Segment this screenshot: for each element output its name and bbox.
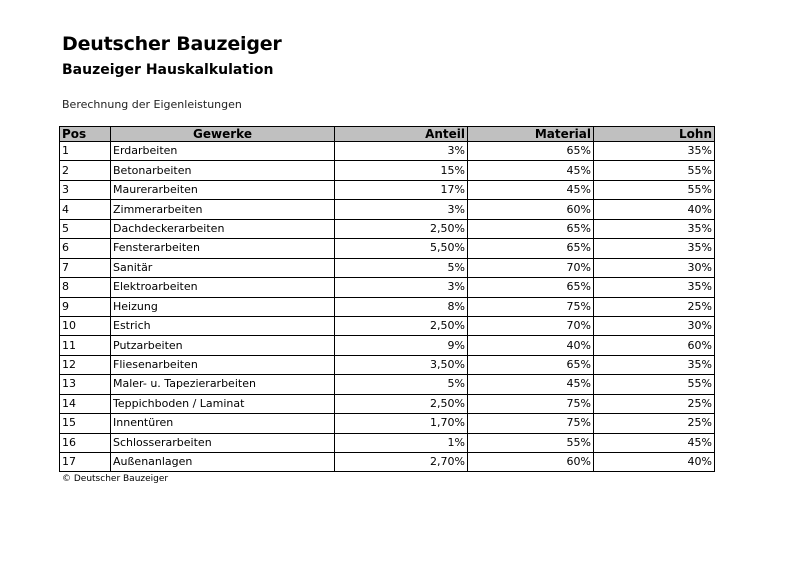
table-row	[60, 142, 715, 161]
cell-anteil: 3%	[335, 278, 468, 297]
column-header-lohn: Lohn	[594, 127, 715, 142]
cell-gewerke: Putzarbeiten	[111, 336, 335, 355]
cell-anteil: 8%	[335, 297, 468, 316]
cell-anteil: 1%	[335, 433, 468, 452]
document-title: Deutscher Bauzeiger	[62, 33, 282, 55]
cell-gewerke: Sanitär	[111, 258, 335, 277]
cell-pos: 10	[60, 316, 111, 335]
table-row	[60, 375, 715, 394]
column-header-material: Material	[468, 127, 594, 142]
column-header-gewerke: Gewerke	[111, 127, 335, 142]
cell-pos: 11	[60, 336, 111, 355]
cell-material: 65%	[468, 142, 594, 161]
cell-gewerke: Innentüren	[111, 414, 335, 433]
table-row	[60, 297, 715, 316]
cell-material: 65%	[468, 219, 594, 238]
cell-lohn: 60%	[594, 336, 715, 355]
cell-pos: 15	[60, 414, 111, 433]
column-header-pos: Pos	[60, 127, 111, 142]
cell-lohn: 35%	[594, 355, 715, 374]
cell-anteil: 2,50%	[335, 316, 468, 335]
cell-lohn: 40%	[594, 200, 715, 219]
cell-pos: 5	[60, 219, 111, 238]
cell-material: 45%	[468, 180, 594, 199]
cell-material: 70%	[468, 316, 594, 335]
cell-anteil: 2,50%	[335, 394, 468, 413]
cell-pos: 14	[60, 394, 111, 413]
table-row	[60, 355, 715, 374]
cell-anteil: 5%	[335, 375, 468, 394]
cell-material: 75%	[468, 394, 594, 413]
cell-material: 75%	[468, 297, 594, 316]
cell-lohn: 35%	[594, 239, 715, 258]
cell-pos: 1	[60, 142, 111, 161]
cell-anteil: 9%	[335, 336, 468, 355]
table-row	[60, 200, 715, 219]
cell-gewerke: Fensterarbeiten	[111, 239, 335, 258]
cell-gewerke: Elektroarbeiten	[111, 278, 335, 297]
cell-pos: 17	[60, 453, 111, 472]
cell-anteil: 5%	[335, 258, 468, 277]
table-header-row	[60, 127, 715, 142]
cell-lohn: 30%	[594, 258, 715, 277]
cell-lohn: 45%	[594, 433, 715, 452]
cell-gewerke: Außenanlagen	[111, 453, 335, 472]
cell-material: 60%	[468, 453, 594, 472]
cell-lohn: 30%	[594, 316, 715, 335]
cell-material: 65%	[468, 355, 594, 374]
cell-gewerke: Dachdeckerarbeiten	[111, 219, 335, 238]
table-row	[60, 161, 715, 180]
cell-gewerke: Teppichboden / Laminat	[111, 394, 335, 413]
cell-pos: 8	[60, 278, 111, 297]
cell-material: 65%	[468, 239, 594, 258]
table-row	[60, 278, 715, 297]
cell-material: 70%	[468, 258, 594, 277]
cell-lohn: 25%	[594, 297, 715, 316]
copyright-footer: © Deutscher Bauzeiger	[62, 474, 169, 484]
table-row	[60, 394, 715, 413]
cell-gewerke: Schlosserarbeiten	[111, 433, 335, 452]
cell-anteil: 5,50%	[335, 239, 468, 258]
cell-pos: 2	[60, 161, 111, 180]
cell-pos: 7	[60, 258, 111, 277]
cell-anteil: 1,70%	[335, 414, 468, 433]
cell-lohn: 35%	[594, 142, 715, 161]
table-row	[60, 239, 715, 258]
cell-lohn: 35%	[594, 219, 715, 238]
cell-anteil: 17%	[335, 180, 468, 199]
cell-anteil: 15%	[335, 161, 468, 180]
cell-material: 45%	[468, 375, 594, 394]
cell-anteil: 2,50%	[335, 219, 468, 238]
cell-anteil: 3,50%	[335, 355, 468, 374]
cell-anteil: 3%	[335, 142, 468, 161]
table-row	[60, 414, 715, 433]
table-body	[60, 142, 715, 472]
cell-lohn: 40%	[594, 453, 715, 472]
table-row	[60, 219, 715, 238]
cell-gewerke: Erdarbeiten	[111, 142, 335, 161]
cell-pos: 6	[60, 239, 111, 258]
cell-gewerke: Estrich	[111, 316, 335, 335]
table-row	[60, 258, 715, 277]
cell-gewerke: Heizung	[111, 297, 335, 316]
cell-gewerke: Maler- u. Tapezierarbeiten	[111, 375, 335, 394]
table-row	[60, 453, 715, 472]
cell-lohn: 55%	[594, 180, 715, 199]
cell-pos: 16	[60, 433, 111, 452]
cell-gewerke: Fliesenarbeiten	[111, 355, 335, 374]
cell-lohn: 35%	[594, 278, 715, 297]
table-row	[60, 180, 715, 199]
cell-pos: 9	[60, 297, 111, 316]
table-row	[60, 316, 715, 335]
table-caption: Berechnung der Eigenleistungen	[62, 98, 242, 111]
cell-material: 75%	[468, 414, 594, 433]
calculation-table	[59, 126, 715, 472]
cell-anteil: 3%	[335, 200, 468, 219]
cell-gewerke: Betonarbeiten	[111, 161, 335, 180]
cell-material: 45%	[468, 161, 594, 180]
cell-material: 65%	[468, 278, 594, 297]
cell-lohn: 25%	[594, 414, 715, 433]
cell-pos: 12	[60, 355, 111, 374]
cell-pos: 4	[60, 200, 111, 219]
cell-pos: 3	[60, 180, 111, 199]
column-header-anteil: Anteil	[335, 127, 468, 142]
document-subtitle: Bauzeiger Hauskalkulation	[62, 62, 274, 78]
cell-material: 55%	[468, 433, 594, 452]
cell-lohn: 55%	[594, 161, 715, 180]
cell-lohn: 55%	[594, 375, 715, 394]
cell-material: 60%	[468, 200, 594, 219]
cell-gewerke: Maurerarbeiten	[111, 180, 335, 199]
cell-anteil: 2,70%	[335, 453, 468, 472]
cell-gewerke: Zimmerarbeiten	[111, 200, 335, 219]
cell-material: 40%	[468, 336, 594, 355]
table-row	[60, 336, 715, 355]
cell-pos: 13	[60, 375, 111, 394]
cell-lohn: 25%	[594, 394, 715, 413]
table-row	[60, 433, 715, 452]
